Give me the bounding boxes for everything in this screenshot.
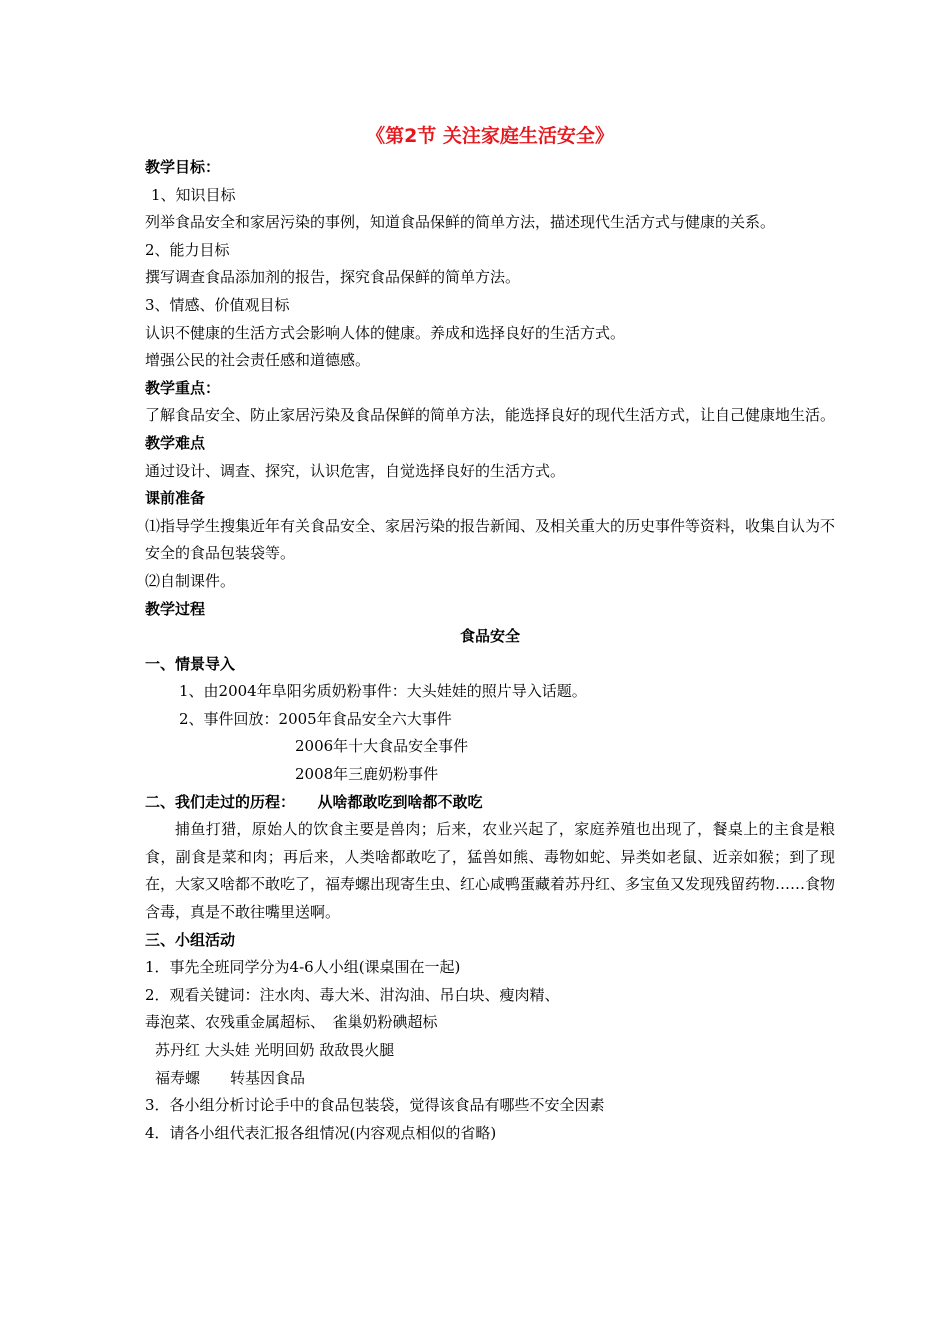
ability-goal-label: 2、能力目标 [145, 240, 230, 259]
document-title: 《第2节 关注家庭生活安全》 [366, 125, 614, 147]
section-3-item-5: 福寿螺 转基因食品 [155, 1068, 306, 1087]
knowledge-goal-label: 1、知识目标 [151, 185, 236, 204]
section-1-item-4: 2008年三鹿奶粉事件 [295, 765, 439, 784]
section-2-heading: 二、我们走过的历程： 从啥都敢吃到啥都不敢吃 [145, 792, 483, 811]
difficulty-text: 通过设计、调查、探究，认识危害，自觉选择良好的生活方式。 [145, 461, 566, 480]
key-points-heading: 教学重点： [145, 378, 221, 397]
emotion-goal-label: 3、情感、价值观目标 [145, 295, 290, 314]
preparation-heading: 课前准备 [145, 489, 206, 508]
knowledge-goal-text: 列举食品安全和家居污染的事例，知道食品保鲜的简单方法，描述现代生活方式与健康的关系。 [145, 213, 776, 232]
section-3-item-2: 2．观看关键词：注水肉、毒大米、泔沟油、吊白块、瘦肉精、 [145, 985, 560, 1004]
ability-goal-text: 撰写调查食品添加剂的报告，探究食品保鲜的简单方法。 [145, 268, 521, 287]
process-heading: 教学过程 [145, 599, 206, 618]
section-2-paragraph: 捕鱼打猎，原始人的饮食主要是兽肉；后来，农业兴起了，家庭养殖也出现了，餐桌上的主食是粮食，副食是菜和肉；再后来，人类啥都敢吃了，猛兽如熊、毒物如蛇、异类如老鼠、近亲如猴；到了现在，大家又啥都不敢吃了，福寿螺出现寄生虫、红心咸鸭蛋藏着苏丹红、多宝鱼又发现残留药物……食物含毒，真是不敢往嘴里送啊。 [145, 820, 836, 922]
objectives-heading: 教学目标： [145, 158, 221, 176]
section-3-item-1: 1．事先全班同学分为4-6人小组(课桌围在一起) [145, 958, 461, 977]
difficulty-heading: 教学难点 [145, 433, 206, 452]
process-subtitle: 食品安全 [459, 627, 520, 646]
emotion-goal-text-2: 增强公民的社会责任感和道德感。 [145, 351, 371, 370]
preparation-item-2: ⑵自制课件。 [145, 571, 236, 590]
section-1-item-3: 2006年十大食品安全事件 [295, 737, 469, 756]
document-page [145, 122, 835, 1147]
section-3-item-7: 4．请各小组代表汇报各组情况(内容观点相似的省略) [145, 1123, 497, 1142]
emotion-goal-text-1: 认识不健康的生活方式会影响人体的健康。养成和选择良好的生活方式。 [145, 323, 626, 342]
section-1-heading: 一、情景导入 [145, 654, 236, 673]
section-1-item-2: 2、事件回放：2005年食品安全六大事件 [179, 709, 452, 728]
section-1-item-1: 1、由2004年阜阳劣质奶粉事件：大头娃娃的照片导入话题。 [179, 682, 587, 701]
section-3-heading: 三、小组活动 [145, 930, 236, 949]
section-3-item-6: 3．各小组分析讨论手中的食品包装袋，觉得该食品有哪些不安全因素 [145, 1096, 605, 1115]
section-3-item-4: 苏丹红 大头娃 光明回奶 敌敌畏火腿 [155, 1041, 395, 1059]
key-points-text: 了解食品安全、防止家居污染及食品保鲜的简单方法，能选择良好的现代生活方式，让自己健康地生活。 [145, 406, 836, 425]
section-3-item-3: 毒泡菜、农残重金属超标、 雀巢奶粉碘超标 [145, 1013, 438, 1032]
preparation-item-1: ⑴指导学生搜集近年有关食品安全、家居污染的报告新闻、及相关重大的历史事件等资料，收集自认为不安全的食品包装袋等。 [145, 516, 836, 563]
